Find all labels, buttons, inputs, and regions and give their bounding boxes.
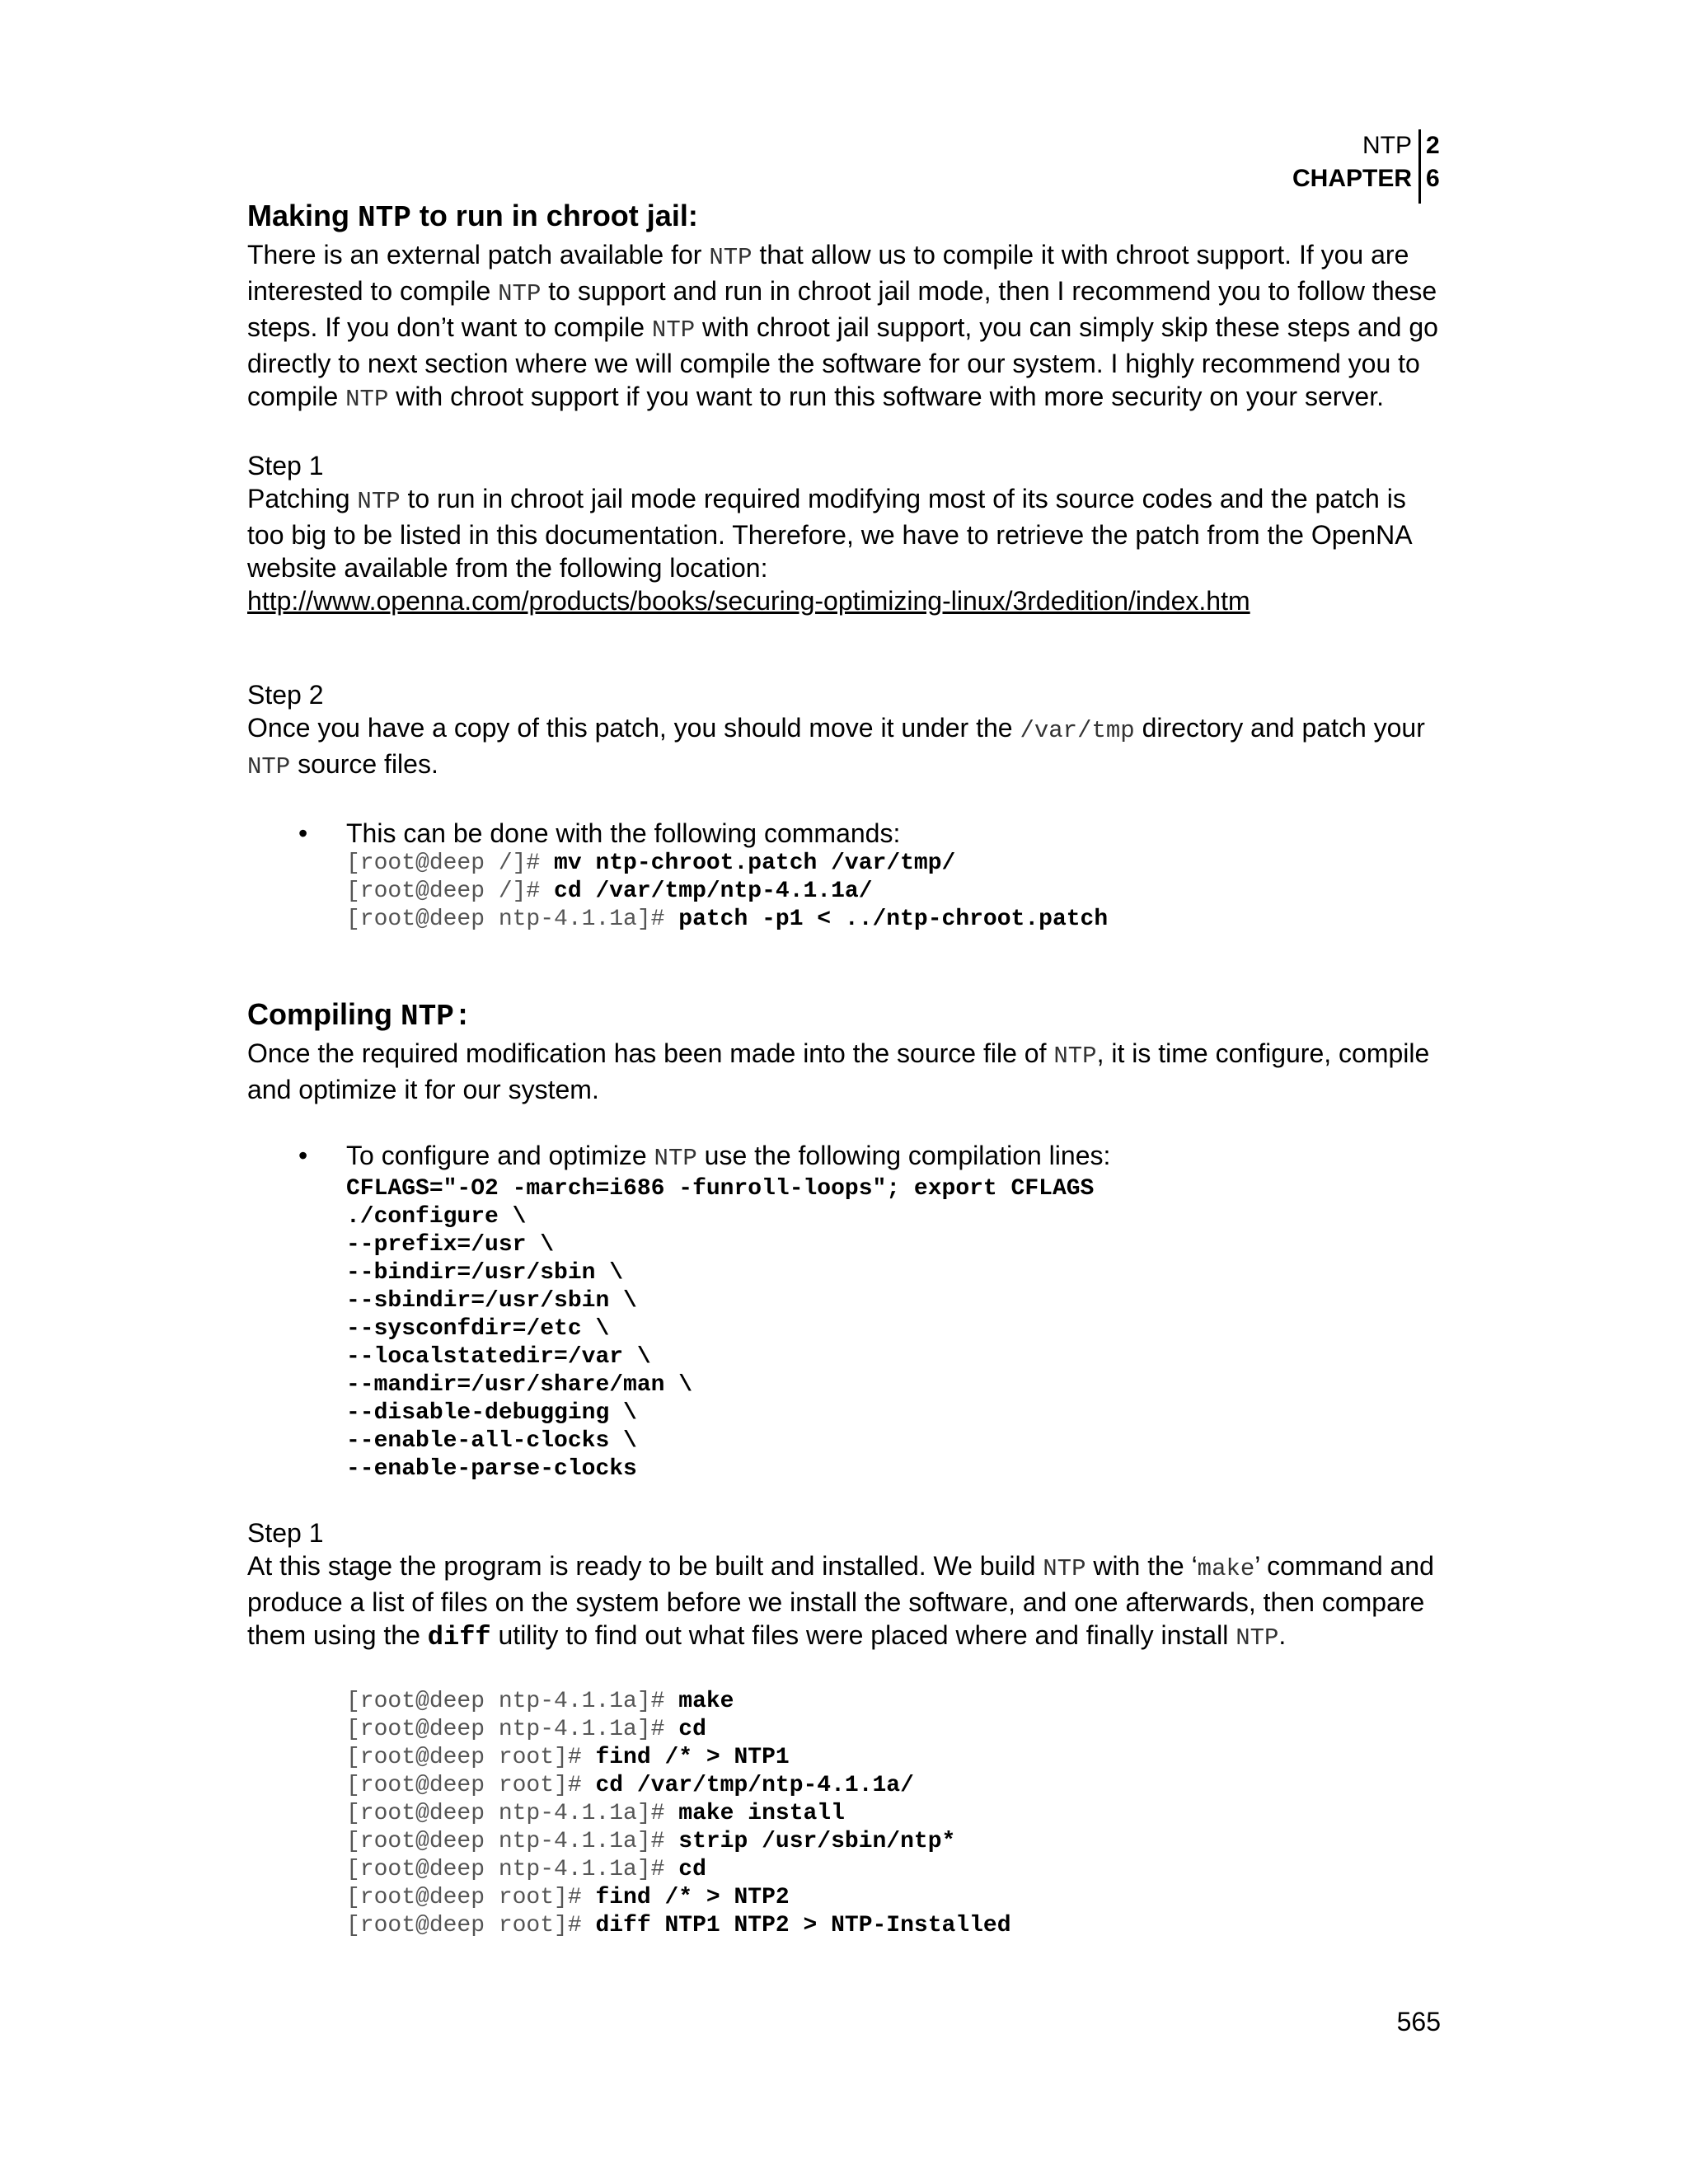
chroot-intro-paragraph: There is an external patch available for NTP that allow us to compile it with chroot support. If you are interested to compile NTP to support and run in chroot jail mode, then I recommend you to follow these steps. If you don’t want to compile NTP with chroot jail support, you can simply skip these steps and go directly to next section where we will compile the software for our system. I highly recommend you to compile NTP with chroot support if you want to run this software with more security on your server.: [247, 240, 1438, 413]
patch-command-block: [247, 850, 1447, 934]
step-label: Step 1: [247, 451, 324, 480]
compiling-intro-paragraph: Once the required modification has been made into the source file of NTP, it is time configure, compile and optimize it for our system.: [247, 1038, 1430, 1104]
running-header: [1292, 129, 1442, 195]
bullet-item: • This can be done with the following commands:: [247, 817, 1447, 850]
build-step-paragraph: At this stage the program is ready to be built and installed. We build NTP with the ‘make’ command and produce a list of files on the system before we install the software, and one afterwards, then compare them using the diff utility to find out what files were placed where and finally install NTP.: [247, 1551, 1434, 1652]
command-line: [root@deep /]# cd /var/tmp/ntp-4.1.1a/: [346, 879, 873, 904]
command-line: [root@deep ntp-4.1.1a]# strip /usr/sbin/ntp*: [346, 1829, 956, 1854]
section-title-chroot: Making NTP to run in chroot jail:: [247, 199, 698, 235]
page-content: [247, 196, 1447, 1940]
header-chapter-number: 6: [1418, 162, 1442, 195]
command-line: [root@deep ntp-4.1.1a]# cd: [346, 1857, 706, 1882]
page-number: 565: [1396, 2007, 1441, 2036]
command-line: [root@deep root]# find /* > NTP1: [346, 1745, 790, 1770]
command-line: [root@deep root]# cd /var/tmp/ntp-4.1.1a/: [346, 1773, 914, 1798]
command-line: [root@deep root]# diff NTP1 NTP2 > NTP-Installed: [346, 1913, 1011, 1938]
command-line: [root@deep /]# mv ntp-chroot.patch /var/tmp/: [346, 851, 956, 876]
step1-paragraph: Patching NTP to run in chroot jail mode required modifying most of its source codes and the patch is too big to be listed in this documentation. Therefore, we have to retrieve the patch from the OpenNA website available from the following location:: [247, 484, 1411, 583]
build-command-block: [247, 1688, 1447, 1940]
section-title-compiling: Compiling NTP:: [247, 997, 472, 1033]
patch-download-link[interactable]: http://www.openna.com/products/books/securing-optimizing-linux/3rdedition/index.htm: [247, 586, 1250, 616]
command-line: [root@deep ntp-4.1.1a]# make install: [346, 1801, 845, 1826]
step-label: Step 2: [247, 680, 324, 710]
header-title: NTP: [1362, 132, 1412, 159]
step2-paragraph: Once you have a copy of this patch, you should move it under the /var/tmp directory and patch your NTP source files.: [247, 713, 1425, 780]
header-part-number: 2: [1418, 129, 1442, 162]
command-line: [root@deep root]# find /* > NTP2: [346, 1885, 790, 1910]
command-line: [root@deep ntp-4.1.1a]# patch -p1 < ../ntp-chroot.patch: [346, 907, 1109, 932]
header-chapter-label: CHAPTER: [1292, 165, 1412, 192]
configure-command-block: CFLAGS="-O2 -march=i686 -funroll-loops"; export CFLAGS ./configure \ --prefix=/usr \ --bindir=/usr/sbin \ --sbindir=/usr/sbin \ --sysconfdir=/etc \ --localstatedir=/var \ --mandir=/usr/share/man \ --disable-debugging \ --enable-all-clocks \ --enable-parse-clocks: [346, 1176, 1095, 1482]
command-line: [root@deep ntp-4.1.1a]# make: [346, 1689, 734, 1714]
command-line: [root@deep ntp-4.1.1a]# cd: [346, 1717, 706, 1742]
header-row-ntp: [1292, 129, 1442, 162]
step-label: Step 1: [247, 1518, 324, 1548]
bullet-item: • To configure and optimize NTP use the following compilation lines:: [247, 1139, 1447, 1175]
header-row-chapter: [1292, 162, 1442, 195]
